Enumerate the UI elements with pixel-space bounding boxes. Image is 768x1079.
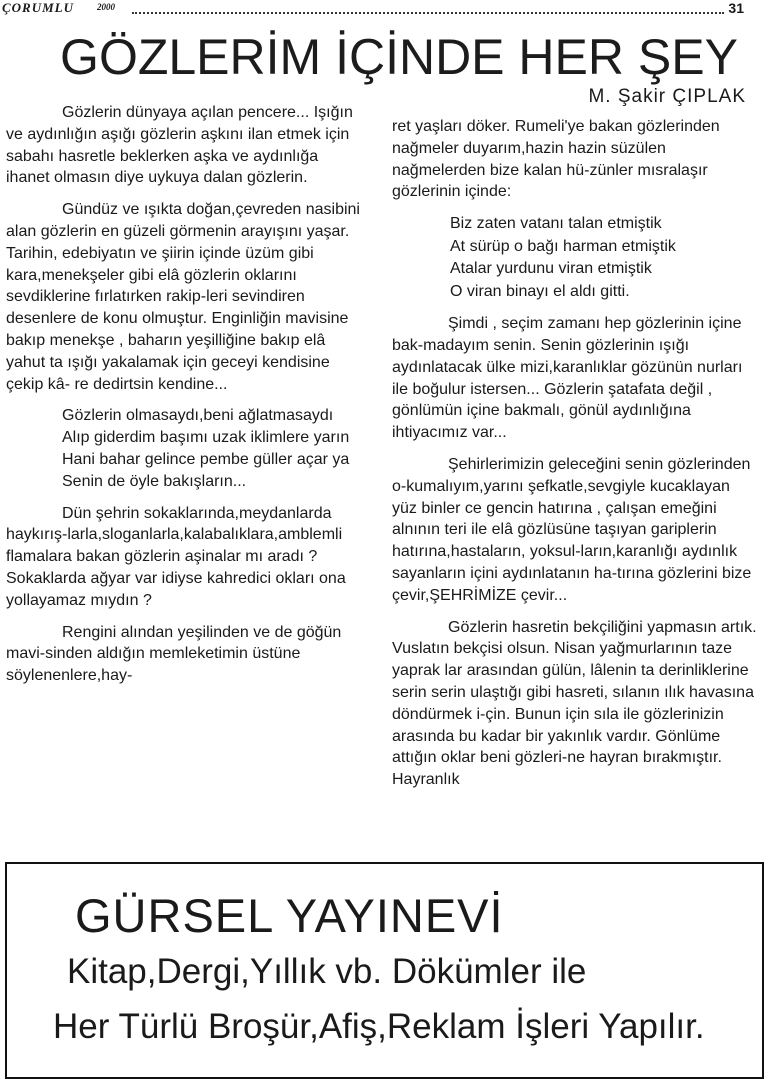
issue-year: 2000 <box>97 2 115 12</box>
paragraph: Rengini alından yeşilinden ve de göğün mavi-sinden aldığın memleketimin üstüne söylenenlere,hay- <box>6 623 342 685</box>
paragraph: Dün şehrin sokaklarında,meydanlarda haykırış-larla,sloganlarla,kalabalıklara,amblemli flamalara bakan gözlerin aşinalar mı aradı ? Sokaklarda ağyar var idiyse kahredici okları ona yollayamaz mıydın ? <box>6 504 346 609</box>
paragraph: ret yaşları döker. Rumeli'ye bakan gözlerinden nağmeler duyarım,hazin hazin süzülen nağmelerden bize kalan hü-zünler mısralaşır gözlerinin içinde: <box>392 118 720 201</box>
article-author: M. Şakir ÇIPLAK <box>588 86 746 107</box>
right-column <box>392 116 758 801</box>
verse-line: Gözlerin olmasaydı,beni ağlatmasaydı <box>62 407 334 425</box>
left-column <box>6 102 366 697</box>
advertisement-box <box>5 862 764 1079</box>
page-header <box>0 0 768 18</box>
poem-line: At sürüp o bağı harman etmiştik <box>450 237 676 255</box>
article-title: GÖZLERİM İÇİNDE HER ŞEY <box>60 29 738 85</box>
ad-title: GÜRSEL YAYINEVİ <box>75 889 504 942</box>
paragraph: Gündüz ve ışıkta doğan,çevreden nasibini alan gözlerin en güzeli görmenin arayışını yaşar. Tarihin, edebiyatın ve şiirin içinde üzüm gibi kara,menekşeler gibi elâ gözlerin oklarını sevdiklerine fırlatırken rakip-leri sevindiren desenlere de konu olmuştur. Enginliğin mavisine bakıp menekşe , baharın yeşilliğine bakıp elâ yahut ta ışığı yakalamak için geceyi kendisine çekip kâ- re dedirtsin kendine... <box>6 201 360 393</box>
paragraph: Şehirlerimizin geleceğini senin gözlerinden o-kumalıyım,yarını şefkatle,sevgiyle kucaklayan yüz binler ce gencin hatırına , çalışan emeğini alnının teri ile elâ gözlüsüne taşıyan gariplerin hatırına,hastaların, yoksul-ların,karanlığı aydınlık sayanların içini aydınlatanın ha-tırına gözlerini bize çevir,ŞEHRİMİZE çevir... <box>392 455 752 604</box>
header-dotted-rule <box>132 12 724 14</box>
page-number: 31 <box>728 0 744 16</box>
verse-line: Senin de öyle bakışların... <box>62 472 247 490</box>
paragraph: Gözlerin hasretin bekçiliğini yapmasın artık. Vuslatın bekçisi olsun. Nisan yağmurlarının taze yaprak lar arasından gülün, lâlenin ta derinliklerine serin serin ulaştığı gibi hasreti, sılanın ılık havasına döndürmek i-çin. Bunun için sıla ile gözlerinizin arasında bu kadar bir yakınlık vardır. Gönlüme attığın oklar beni gözleri-ne hayran bırakmıştır. Hayranlık <box>392 618 757 789</box>
ad-line: Her Türlü Broşür,Afiş,Reklam İşleri Yapılır. <box>53 1007 705 1046</box>
paragraph: Şimdi , seçim zamanı hep gözlerinin içine bak-madayım senin. Senin gözlerinin ışığı aydınlatacak ülke mizi,karanlıklar gözünün nurları ile boğulur istersen... Gözlerin şatafata değil , gönlümün içine bakmalı, gönül aydınlığına ihtiyacımız var... <box>392 315 743 442</box>
paragraph: Gözlerin dünyaya açılan pencere... Işığın ve aydınlığın aşığı gözlerin aşkını ilan etmek için sabahı hasretle beklerken aşka ve aydınlığa ihanet olmasın diye uykuya dalan gözlerin. <box>6 104 353 187</box>
poem-line: Atalar yurdunu viran etmiştik <box>450 260 652 278</box>
poem-quote <box>450 213 758 303</box>
verse-line: Hani bahar gelince pembe güller açar ya <box>62 450 350 468</box>
ad-line: Kitap,Dergi,Yıllık vb. Dökümler ile <box>67 952 587 991</box>
verse-line: Alıp giderdim başımı uzak iklimlere yarın <box>62 429 350 447</box>
poem-line: O viran binayı el aldı gitti. <box>450 282 630 300</box>
poem-line: Biz zaten vatanı talan etmiştik <box>450 215 662 233</box>
masthead-logo: ÇORUMLU <box>2 0 75 15</box>
